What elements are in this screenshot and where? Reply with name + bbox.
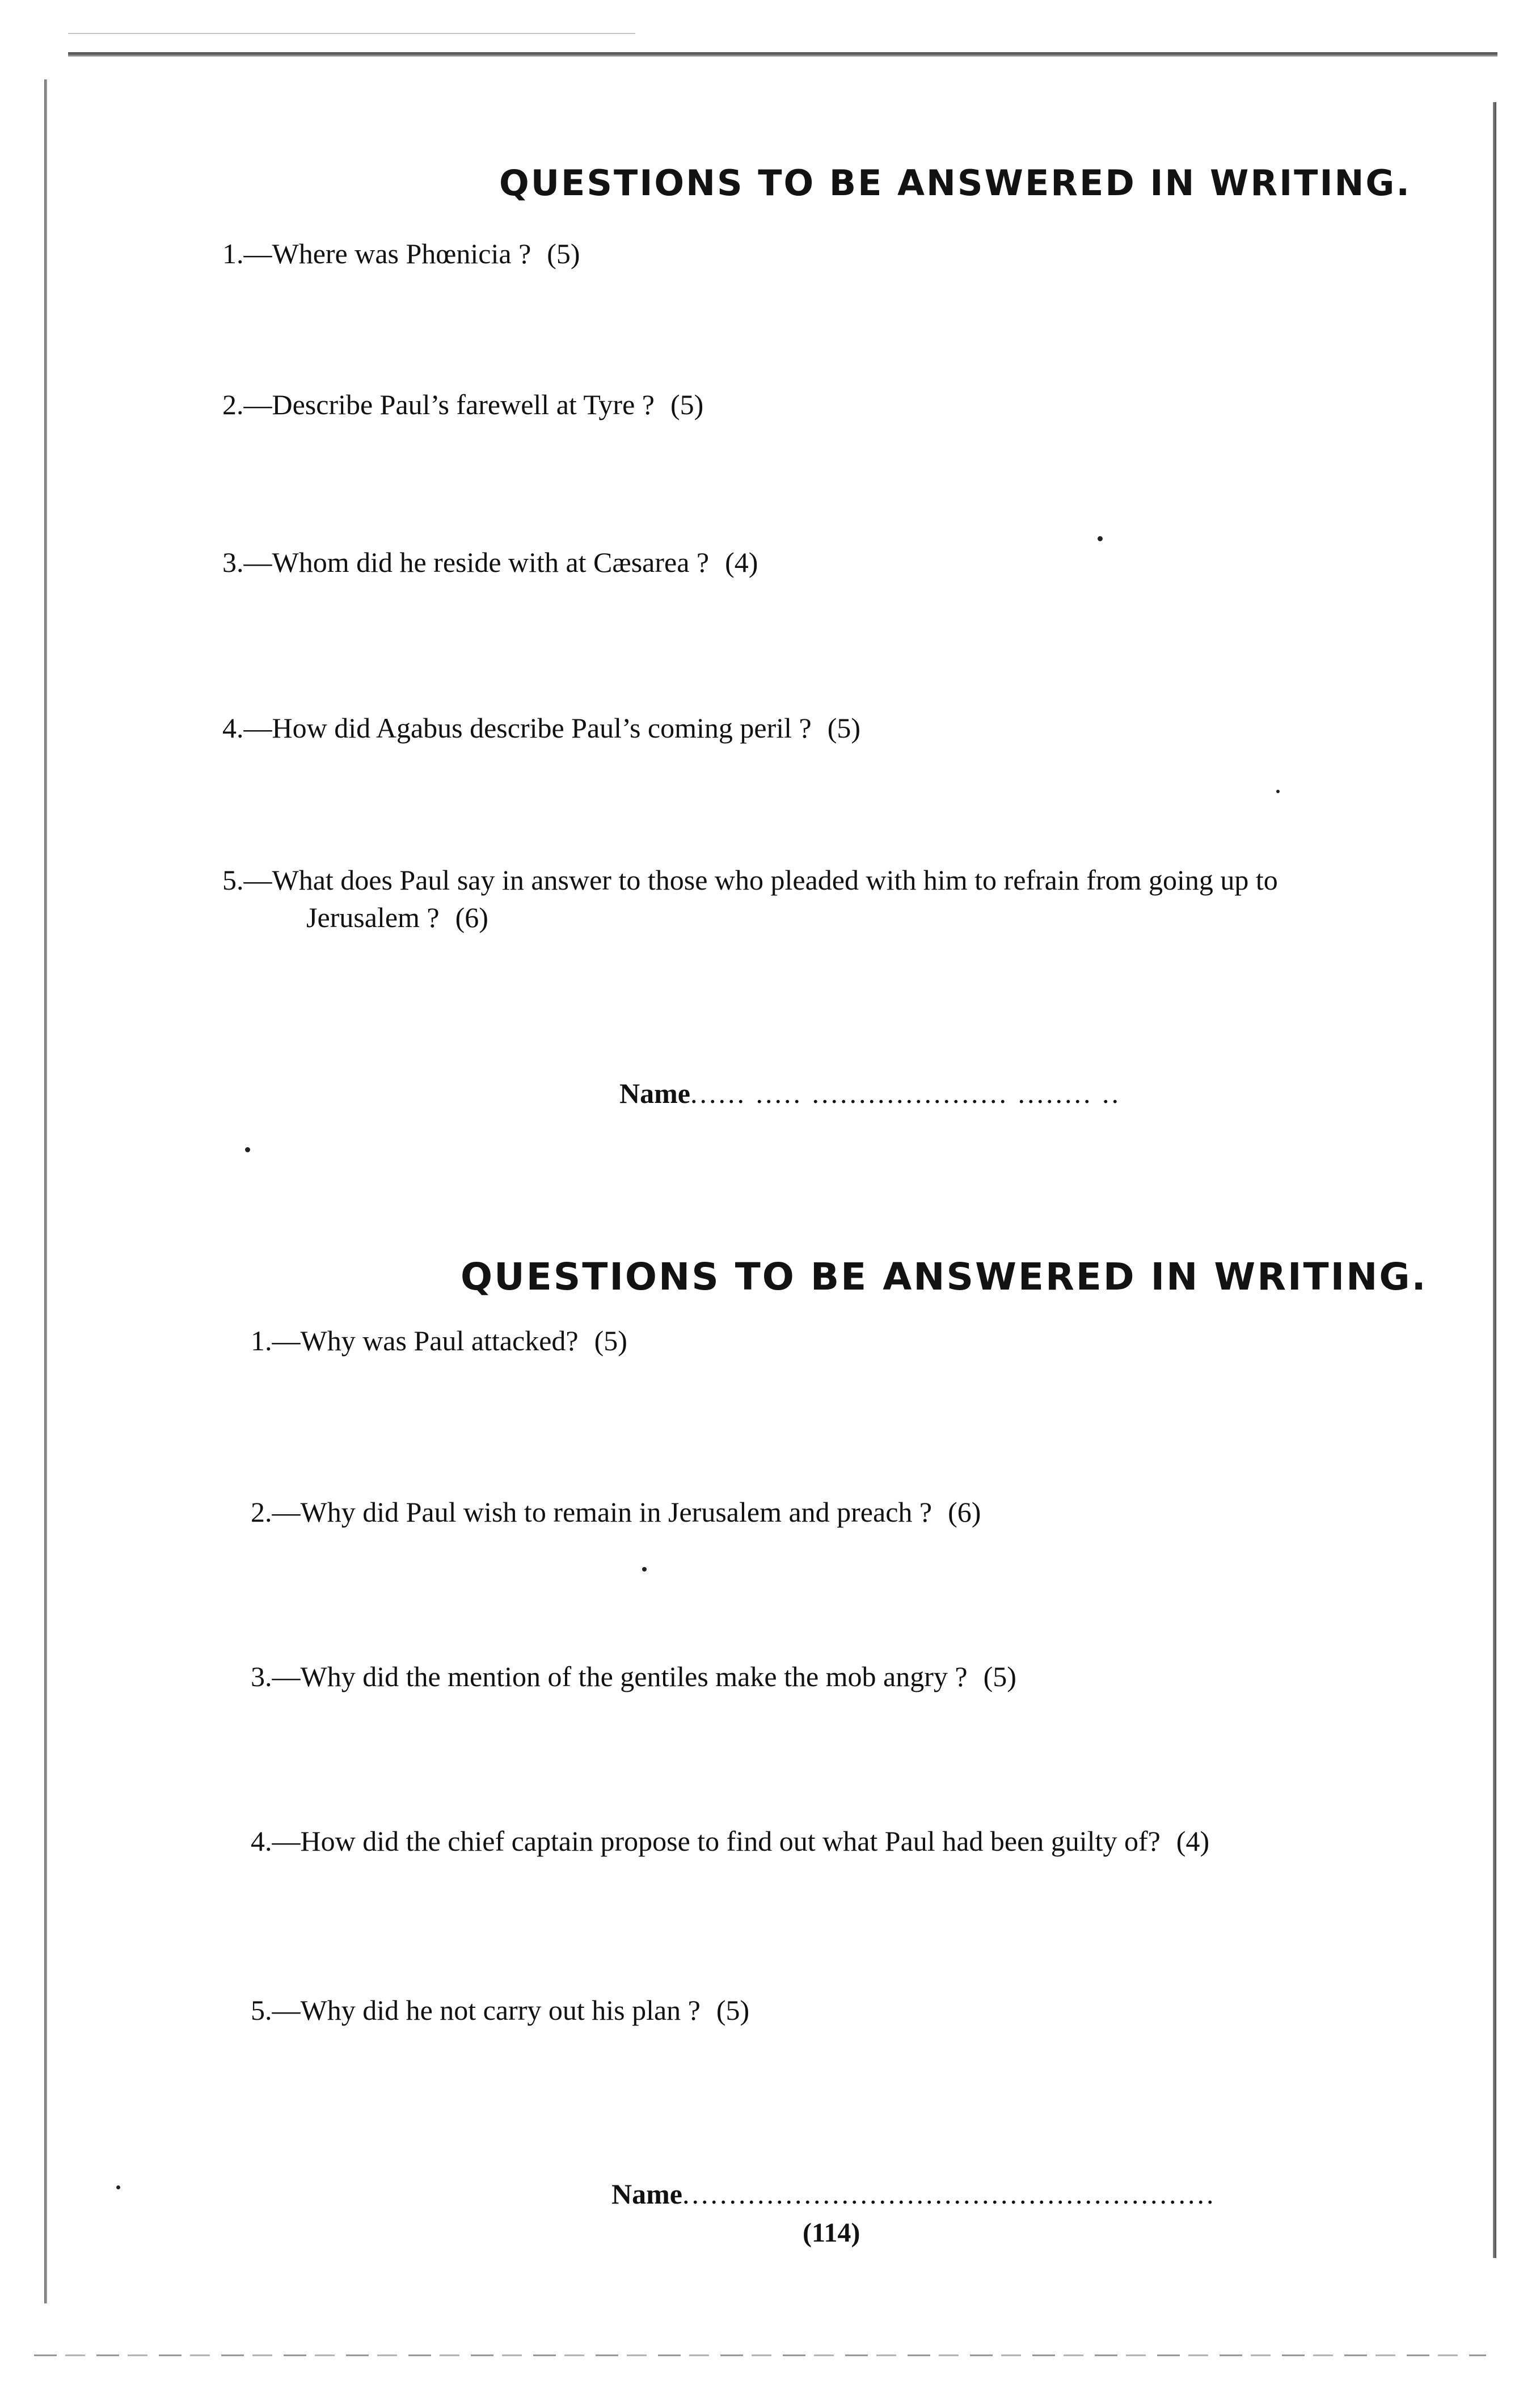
ink-speck: [1276, 790, 1280, 793]
question-marks: (4): [1176, 1825, 1210, 1857]
question-item: [222, 235, 580, 272]
question-marks: (5): [547, 238, 580, 269]
question-number: 2.—: [251, 1496, 301, 1528]
question-number: 1.—: [251, 1325, 301, 1357]
question-text: Where was Phœnicia ?: [272, 238, 531, 269]
name-label: Name: [611, 2178, 682, 2210]
question-number: 4.—: [222, 712, 272, 744]
question-marks: (5): [594, 1325, 627, 1357]
question-marks: (6): [455, 902, 488, 933]
section-heading: QUESTIONS TO BE ANSWERED IN WRITING.: [461, 1255, 1428, 1299]
question-text: Why was Paul attacked?: [300, 1325, 579, 1357]
section-heading: QUESTIONS TO BE ANSWERED IN WRITING.: [499, 162, 1411, 204]
ink-speck: [642, 1567, 647, 1572]
question-item: [251, 1493, 981, 1531]
bottom-border-rule: [34, 2354, 1486, 2356]
question-marks: (6): [948, 1496, 981, 1528]
question-item: [251, 1658, 1016, 1695]
question-item: [251, 1991, 749, 2029]
question-number: 5.—: [222, 864, 272, 896]
name-line: [619, 1077, 1121, 1110]
question-marks: (5): [716, 1994, 750, 2026]
top-thin-rule: [68, 33, 635, 34]
question-text: Why did Paul wish to remain in Jerusalem and preach ?: [300, 1496, 933, 1528]
question-text: What does Paul say in answer to those who pleaded with him to refrain from going up to: [272, 864, 1278, 896]
question-text: Whom did he reside with at Cæsarea ?: [272, 546, 710, 578]
ink-speck: [116, 2185, 120, 2189]
question-marks: (5): [983, 1661, 1016, 1692]
page-number: (114): [803, 2218, 860, 2248]
question-number: 2.—: [222, 389, 272, 420]
question-text: Why did the mention of the gentiles make the mob angry ?: [300, 1661, 968, 1692]
ink-speck: [1098, 536, 1103, 541]
question-item: [251, 1822, 1209, 1860]
question-number: 3.—: [222, 546, 272, 578]
question-number: 3.—: [251, 1661, 301, 1692]
top-border-rule: [68, 52, 1497, 57]
question-text: How did Agabus describe Paul’s coming peril ?: [272, 712, 812, 744]
name-label: Name: [619, 1077, 690, 1109]
question-marks: (5): [670, 389, 704, 420]
name-dots: ...... ..... ..................... ........ ..: [690, 1077, 1121, 1109]
question-item: [222, 861, 1278, 936]
question-item: [222, 709, 860, 747]
name-dots: .........................................................: [682, 2178, 1216, 2210]
name-line: [611, 2177, 1216, 2210]
question-number: 4.—: [251, 1825, 301, 1857]
question-text: Describe Paul’s farewell at Tyre ?: [272, 389, 655, 420]
question-text: Why did he not carry out his plan ?: [300, 1994, 701, 2026]
ink-speck: [245, 1147, 250, 1152]
left-border-rule: [44, 79, 47, 2303]
question-text: How did the chief captain propose to find out what Paul had been guilty of?: [300, 1825, 1161, 1857]
question-marks: (5): [827, 712, 861, 744]
question-number: 5.—: [251, 1994, 301, 2026]
question-item: [222, 544, 758, 581]
question-marks: (4): [725, 546, 758, 578]
right-border-rule: [1493, 102, 1496, 2258]
question-text-continued: Jerusalem ?: [306, 902, 440, 933]
question-item: [251, 1322, 627, 1359]
question-item: [222, 386, 703, 423]
question-number: 1.—: [222, 238, 272, 269]
